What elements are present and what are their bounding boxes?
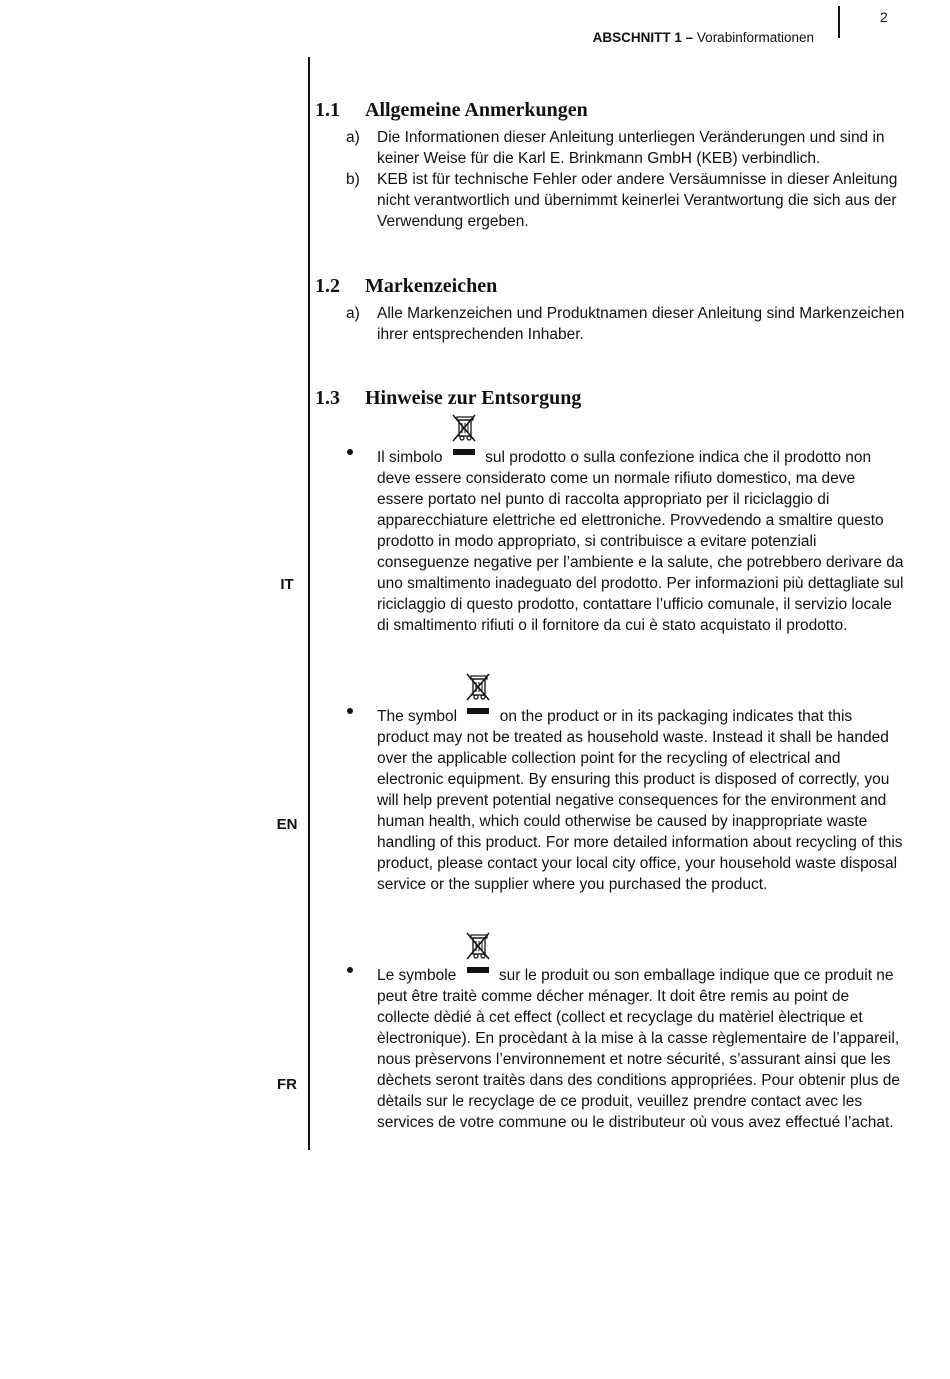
notice-text-before: The symbol — [377, 708, 462, 725]
item-text: Alle Markenzeichen und Produktnamen dieser Anleitung sind Markenzeichen ihrer entsprechenden Inhaber. — [377, 305, 905, 343]
section-number: 1.1 — [315, 99, 340, 121]
bullet — [347, 449, 353, 455]
item-text: Die Informationen dieser Anleitung unterliegen Veränderungen und sind in keiner Weise für die Karl E. Brinkmann GmbH (KEB) verbindlich. — [377, 129, 885, 167]
notice-text-after: sul prodotto o sulla confezione indica che il prodotto non deve essere considerato come un normale rifiuto domestico, ma deve essere portato nel punto di raccolta appropriato per il riciclaggio di apparecchiature elettriche ed elettroniche. Provvedendo a smaltire questo prodotto in modo appropriato, si contribuisce a evitare potenziali conseguenze negative per l’ambiente e la salute, che potrebbero derivare da uno smaltimento inadeguato del prodotto. Per informazioni più dettagliate sul riciclaggio di questo prodotto, contattare l’ufficio comunale, il servizio locale di smaltimento rifiuti o il fornitore da cui è stato acquistato il prodotto. — [377, 449, 904, 634]
section-disposal — [315, 384, 905, 412]
section-heading — [315, 272, 905, 300]
disposal-notice-it — [315, 442, 905, 636]
item-text: KEB ist für technische Fehler oder andere Versäumnisse in dieser Anleitung nicht verantwortlich und übernimmt keinerlei Verantwortung die sich aus der Verwendung ergeben. — [377, 171, 898, 230]
section-title: Allgemeine Anmerkungen — [365, 99, 588, 121]
list-item — [315, 127, 905, 169]
crossed-out-wheelie-bin-icon — [451, 442, 477, 462]
item-marker: a) — [346, 305, 360, 322]
language-label-fr: FR — [277, 1076, 297, 1093]
running-header — [400, 29, 814, 47]
section-number: 1.3 — [315, 387, 340, 409]
section-title: Markenzeichen — [365, 275, 498, 297]
disposal-notice-fr — [315, 960, 905, 1133]
item-marker: b) — [346, 171, 360, 188]
language-label-it: IT — [280, 576, 294, 593]
list-item — [315, 701, 905, 895]
section-general-notes — [315, 96, 905, 232]
section-heading — [315, 96, 905, 124]
header-section-title: Vorabinformationen — [696, 30, 814, 45]
notice-text-before: Le symbole — [377, 967, 461, 984]
notice-text-after: sur le produit ou son emballage indique que ce produit ne peut être traitè comme décher ménager. It doit être remis au point de collecte dèdié à cet effect (collect et recyclage du matèriel èlectrique et èlectronique). En procèdant à la mise à la casse règlementaire de l’appareil, nous prèservons l’environnement et notre sécurité, s’assurant ainsi que les dèchets seront traitès dans des conditions appropriées. Pour obtenir plus de dètails sur le recyclage de ce produit, veuillez prendre contact avec les services de votre commune ou le distributeur où vous avez effectué l’achat. — [377, 967, 901, 1131]
section-title: Hinweise zur Entsorgung — [365, 387, 582, 409]
header-section-label: ABSCHNITT 1 – — [592, 30, 694, 45]
crossed-out-wheelie-bin-icon — [465, 701, 491, 721]
header-divider — [838, 6, 840, 38]
list-item — [315, 960, 905, 1133]
section-heading — [315, 384, 905, 412]
notice-text-before: Il simbolo — [377, 449, 447, 466]
list-item — [315, 303, 905, 345]
disposal-notice-en — [315, 701, 905, 895]
language-label-en: EN — [276, 816, 298, 833]
page-number: 2 — [880, 9, 888, 25]
bullet — [347, 967, 353, 973]
notice-text-after: on the product or in its packaging indicates that this product may not be treated as household waste. Instead it shall be handed over the applicable collection point for the recycling of electrical and electronic equipment. By ensuring this product is disposed of correctly, you will help prevent potential negative consequences for the environment and human health, which could otherwise be caused by inappropriate waste handling of this product. For more detailed information about recycling of this product, please contact your local city office, your household waste disposal service or the supplier where you purchased the product. — [377, 708, 903, 893]
list-item — [315, 169, 905, 232]
section-trademarks — [315, 272, 905, 345]
item-marker: a) — [346, 129, 360, 146]
bullet — [347, 708, 353, 714]
section-number: 1.2 — [315, 275, 340, 297]
margin-rule — [308, 57, 310, 1150]
crossed-out-wheelie-bin-icon — [465, 960, 491, 980]
list-item — [315, 442, 905, 636]
